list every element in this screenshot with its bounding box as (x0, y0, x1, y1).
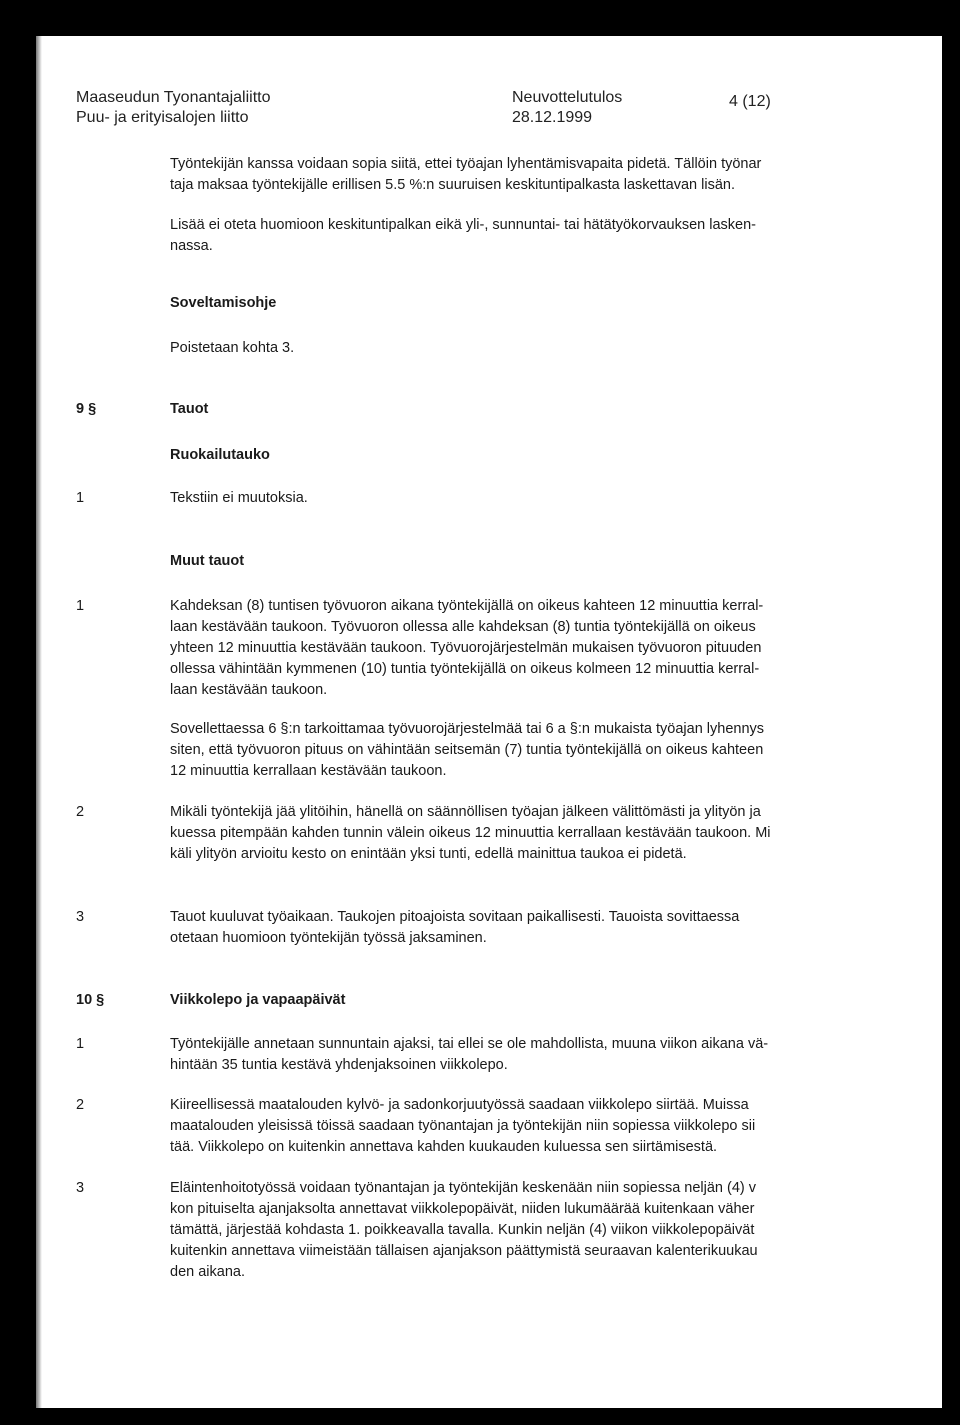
item-number: 1 (76, 598, 85, 614)
intro-line: nassa. (170, 238, 213, 254)
section-sign: § (96, 992, 105, 1008)
paragraph-line: Kiireellisessä maatalouden kylvö- ja sadonkorjuutyössä saadaan viikkolepo siirtää. Muissa (170, 1097, 749, 1113)
section-title: Viikkolepo ja vapaapäivät (170, 992, 346, 1008)
subsection-heading: Muut tauot (170, 553, 245, 569)
paragraph-line: hintään 35 tuntia kestävä yhdenjaksoinen viikkolepo. (170, 1057, 508, 1073)
paragraph-line: Työntekijälle annetaan sunnuntain ajaksi, tai ellei se ole mahdollista, muuna viikon aikana vä- (170, 1036, 769, 1052)
item-text: Tekstiin ei muutoksia. (170, 490, 308, 506)
paragraph-line: Kahdeksan (8) tuntisen työvuoron aikana työntekijällä on oikeus kahteen 12 minuuttia kerral- (170, 598, 764, 614)
item-number: 1 (76, 1036, 85, 1052)
paragraph-line: den aikana. (170, 1264, 245, 1280)
paragraph-line: käli ylityön arvioitu kesto on enintään yksi tunti, edellä mainittua taukoa ei pidetä. (170, 846, 687, 862)
paragraph-line: tämättä, järjestää kohdasta 1. poikkeavalla tavalla. Kunkin neljän (4) viikon viikkolepopäivät (170, 1222, 755, 1238)
paragraph-line: otetaan huomioon työntekijän työssä jaksaminen. (170, 930, 487, 946)
paragraph-line: ollessa vähintään kymmenen (10) tuntia työntekijällä on oikeus kolmeen 12 minuuttia kerral- (170, 661, 760, 677)
header-doc-date: 28.12.1999 (512, 109, 593, 126)
header-doc-title: Neuvottelutulos (512, 89, 623, 106)
header-org-line2: Puu- ja erityisalojen liitto (76, 109, 249, 126)
section-number (76, 399, 96, 420)
item-number: 2 (76, 1097, 85, 1113)
paragraph-line: Mikäli työntekijä jää ylitöihin, hänellä on säännöllisen työajan jälkeen välittömästi ja ylityön ja (170, 804, 761, 820)
paragraph-line: Eläintenhoitotyössä voidaan työnantajan ja työntekijän keskenään niin sopiessa neljän (4) v (170, 1180, 757, 1196)
item-number: 3 (76, 1180, 85, 1196)
paragraph-line: kon pituiselta ajanjaksolta annettavat viikkolepopäivät, niiden lukumäärää kuitenkaan väher (170, 1201, 755, 1217)
soveltamisohje-heading: Soveltamisohje (170, 295, 277, 311)
item-number: 2 (76, 804, 85, 820)
paragraph-line: Tauot kuuluvat työaikaan. Taukojen pitoajoista sovitaan paikallisesti. Tauoista sovittaessa (170, 909, 740, 925)
section-number-value: 10 (76, 992, 93, 1008)
paragraph-line: kuessa pitempään kahden tunnin välein oikeus 12 minuuttia kerrallaan kestävään taukoon. Mi (170, 825, 771, 841)
paragraph-line: kuitenkin annettava viimeistään tällaisen ajanjakson päättymistä seuraavan kalenterikuukau (170, 1243, 758, 1259)
paragraph-line: tää. Viikkolepo on kuitenkin annettava kahden kuukauden kuluessa sen siirtämisestä. (170, 1139, 718, 1155)
intro-line: Lisää ei oteta huomioon keskituntipalkan eikä yli-, sunnuntai- tai hätätyökorvauksen lasken- (170, 217, 756, 233)
soveltamisohje-text: Poistetaan kohta 3. (170, 340, 295, 356)
paragraph-line: laan kestävään taukoon. (170, 682, 328, 698)
paragraph-line: siten, että työvuoron pituus on vähintään seitsemän (7) tuntia työntekijällä on oikeus kahteen (170, 742, 764, 758)
scan-edge-shadow (36, 36, 42, 1408)
header-page-number: 4 (12) (729, 93, 771, 110)
section-title: Tauot (170, 401, 209, 417)
subsection-heading: Ruokailutauko (170, 447, 270, 463)
intro-line: Työntekijän kanssa voidaan sopia siitä, ettei työajan lyhentämisvapaita pidetä. Tällöin työnar (170, 156, 762, 172)
document-page (36, 36, 942, 1408)
section-number-value: 9 (76, 401, 85, 417)
paragraph-line: 12 minuuttia kerrallaan kestävään taukoon. (170, 763, 447, 779)
intro-line: taja maksaa työntekijälle erillisen 5.5 %:n suuruisen keskituntipalkasta laskettavan lisän. (170, 177, 735, 193)
paragraph-line: Sovellettaessa 6 §:n tarkoittamaa työvuorojärjestelmää tai 6 a §:n mukaista työajan lyhennys (170, 721, 765, 737)
section-number (76, 990, 104, 1011)
header-org-line1: Maaseudun Tyonantajaliitto (76, 89, 271, 106)
paragraph-line: maatalouden yleisissä töissä saadaan työnantajan ja työntekijän niin sopiessa viikkolepo sii (170, 1118, 756, 1134)
paragraph-line: laan kestävään taukoon. Työvuoron ollessa alle kahdeksan (8) tuntia työntekijällä on oikeus (170, 619, 756, 635)
section-sign: § (88, 401, 97, 417)
item-number: 3 (76, 909, 85, 925)
paragraph-line: yhteen 12 minuuttia kestävään taukoon. Työvuorojärjestelmän mukaisen työvuoron pituuden (170, 640, 762, 656)
item-number: 1 (76, 490, 85, 506)
